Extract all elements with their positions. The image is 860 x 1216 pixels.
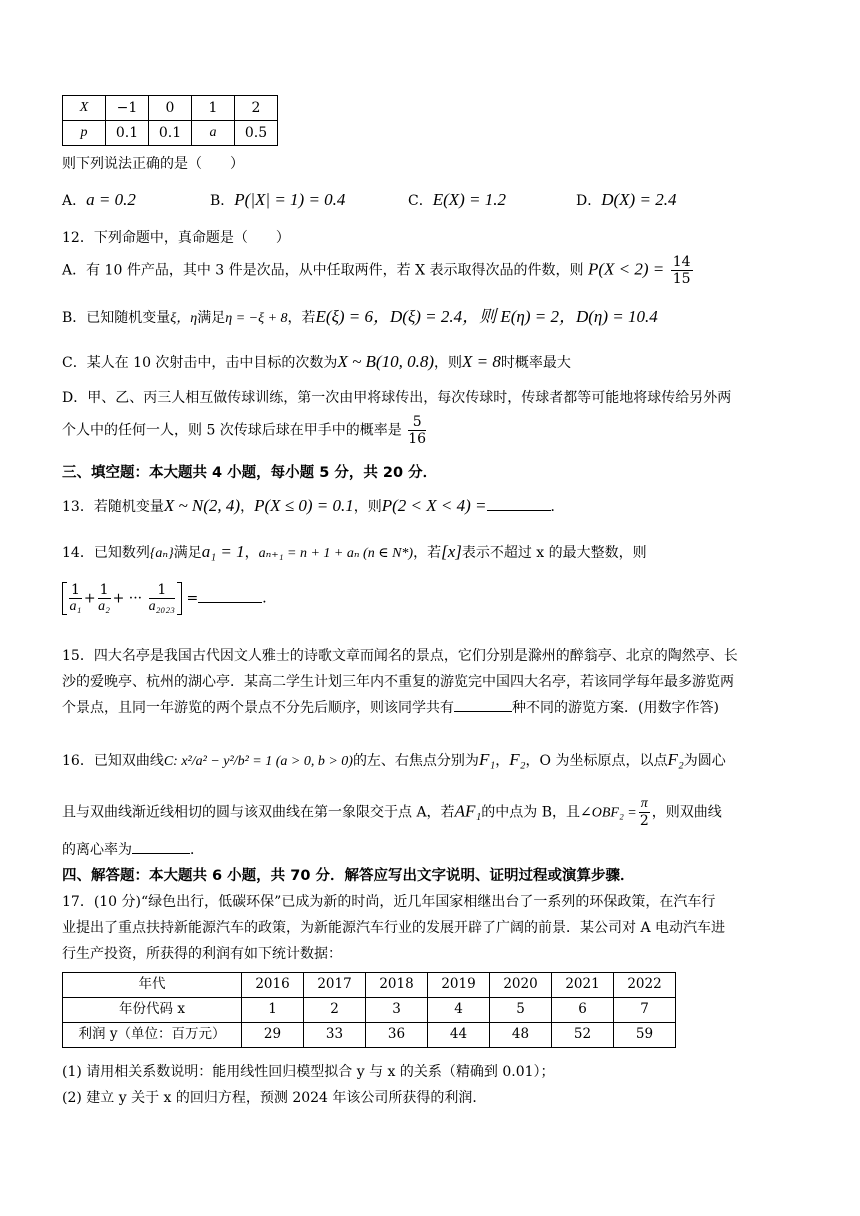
- table-row: [63, 1023, 676, 1048]
- table-cell: 5: [490, 998, 552, 1023]
- table-cell: 利润 y（单位：百万元）: [63, 1023, 242, 1048]
- table-cell: 44: [428, 1023, 490, 1048]
- table-cell: 48: [490, 1023, 552, 1048]
- q11-stem: 则下列说法正确的是（ ）: [62, 156, 244, 172]
- q13: 13．若随机变量X ~ N(2, 4)，P(X ≤ 0) = 0.1，则P(2 < X < 4) = ．: [62, 496, 565, 515]
- fraction: $\frac{5}{16}$: [408, 414, 427, 448]
- table-cell: p: [63, 121, 106, 146]
- q17-sub1: (1) 请用相关系数说明：能用线性回归模型拟合 y 与 x 的关系（精确到 0.01）；: [62, 1064, 555, 1080]
- q17-line1: 17．(10 分)“绿色出行，低碳环保”已成为新的时尚，近几年国家相继出台了一系列的环保政策，在汽车行: [62, 894, 716, 910]
- table-cell: 2: [304, 998, 366, 1023]
- table-cell: 52: [552, 1023, 614, 1048]
- q15-line3: 个景点，且同一年游览的两个景点不分先后顺序，则该同学共有 种不同的游览方案．(用数字作答): [62, 700, 719, 716]
- distribution-table: [62, 95, 278, 146]
- q12-option-d-line1: D．甲、乙、丙三人相互做传球训练，第一次由甲将球传出，每次传球时，传球者都等可能地将球传给另外两: [62, 390, 732, 406]
- table-row: [63, 121, 278, 146]
- q16-line3: 的离心率为 ．: [62, 842, 204, 858]
- q17-line3: 行生产投资，所获得的利润有如下统计数据：: [62, 946, 342, 962]
- fraction: $\frac{14}{15}$: [672, 254, 691, 288]
- q15-line2: 沙的爱晚亭、杭州的湖心亭．某高二学生计划三年内不重复的游览完中国四大名亭，若该同学每年最多游览两: [62, 674, 734, 690]
- q12-option-b: B．已知随机变量ξ，η满足η = −ξ + 8，若E(ξ) = 6，D(ξ) = 2.4，则 E(η) = 2，D(η) = 10.4: [62, 307, 658, 326]
- q12-option-a: A．有 10 件产品，其中 3 件是次品，从中任取两件，若 X 表示取得次品的件数，则 P(X < 2) = $\frac{14}{15}$: [62, 254, 691, 288]
- table-cell: 33: [304, 1023, 366, 1048]
- q11-option-b: B．P(|X| = 1) = 0.4: [210, 190, 346, 209]
- answer-blank[interactable]: [454, 699, 512, 712]
- table-cell: 59: [614, 1023, 676, 1048]
- table-cell: 2020: [490, 973, 552, 998]
- table-cell: 3: [366, 998, 428, 1023]
- table-cell: 2016: [242, 973, 304, 998]
- table-cell: 29: [242, 1023, 304, 1048]
- table-cell: 年份代码 x: [63, 998, 242, 1023]
- q11-option-a: A．a = 0.2: [62, 190, 136, 209]
- table-cell: 0: [149, 96, 192, 121]
- q16-line2: 且与双曲线渐近线相切的圆与该双曲线在第一象限交于点 A，若AF₁的中点为 B，且∠OBF₂ = $\frac{\pi}{2}$ ，则双曲线: [62, 796, 722, 830]
- table-cell: −1: [106, 96, 149, 121]
- table-cell: 0.5: [235, 121, 278, 146]
- table-cell: 2018: [366, 973, 428, 998]
- q16-line1: 16．已知双曲线C: x²/a² − y²/b² = 1 (a > 0, b > 0)的左、右焦点分别为F₁，F₂，O 为坐标原点，以点F₂为圆心: [62, 750, 726, 769]
- table-cell: 0.1: [149, 121, 192, 146]
- table-cell: 7: [614, 998, 676, 1023]
- q17-line2: 业提出了重点扶持新能源汽车的政策，为新能源汽车行业的发展开辟了广阔的前景．某公司对 A 电动汽车进: [62, 920, 726, 936]
- table-row: [63, 973, 676, 998]
- table-cell: 1: [242, 998, 304, 1023]
- q11-option-d: D．D(X) = 2.4: [576, 190, 677, 209]
- q17-sub2: (2) 建立 y 关于 x 的回归方程，预测 2024 年该公司所获得的利润．: [62, 1090, 487, 1106]
- table-cell: 2017: [304, 973, 366, 998]
- q11-option-c: C．E(X) = 1.2: [408, 190, 507, 209]
- answer-blank[interactable]: [132, 841, 190, 854]
- table-row: [63, 998, 676, 1023]
- table-cell: 36: [366, 1023, 428, 1048]
- answer-blank[interactable]: [198, 590, 262, 603]
- table-cell: a: [192, 121, 235, 146]
- table-cell: 6: [552, 998, 614, 1023]
- q14-line1: 14．已知数列{aₙ}满足a₁ = 1，aₙ₊₁ = n + 1 + aₙ (n ∈ N*)，若[x]表示不超过 x 的最大整数，则: [62, 542, 647, 561]
- floor-bracket: $\frac{1}{\text{a₁}}$ + $\frac{1}{\text{a₂}}$ + ··· $\frac{1}{\text{a₂₀₂₃}}$: [62, 582, 182, 615]
- table-cell: 2019: [428, 973, 490, 998]
- table-row: [63, 96, 278, 121]
- section-heading-fill-in: 三、填空题：本大题共 4 小题，每小题 5 分，共 20 分．: [62, 465, 438, 481]
- answer-blank[interactable]: [487, 498, 551, 511]
- profit-table: [62, 972, 676, 1048]
- fraction: $\frac{\pi}{2}$: [639, 796, 649, 830]
- q12-option-d-line2: 个人中的任何一人，则 5 次传球后球在甲手中的概率是 $\frac{5}{16}$: [62, 414, 427, 448]
- table-cell: X: [63, 96, 106, 121]
- q12-option-c: C．某人在 10 次射击中，击中目标的次数为X ~ B(10, 0.8)，则X = 8时概率最大: [62, 352, 571, 371]
- q12-stem: 12．下列命题中，真命题是（ ）: [62, 230, 290, 246]
- table-cell: 4: [428, 998, 490, 1023]
- table-cell: 年代: [63, 973, 242, 998]
- table-cell: 2022: [614, 973, 676, 998]
- section-heading-solutions: 四、解答题：本大题共 6 小题，共 70 分．解答应写出文字说明、证明过程或演算步骤．: [62, 868, 635, 884]
- table-cell: 2: [235, 96, 278, 121]
- table-cell: 1: [192, 96, 235, 121]
- q14-line2: $\frac{1}{\text{a₁}}$ + $\frac{1}{\text{a₂}}$ + ··· $\frac{1}{\text{a₂₀₂₃}}$ = ．: [62, 582, 798, 615]
- q15-line1: 15．四大名亭是我国古代因文人雅士的诗歌文章而闻名的景点，它们分别是滁州的醉翁亭、北京的陶然亭、长: [62, 648, 738, 664]
- table-cell: 2021: [552, 973, 614, 998]
- table-cell: 0.1: [106, 121, 149, 146]
